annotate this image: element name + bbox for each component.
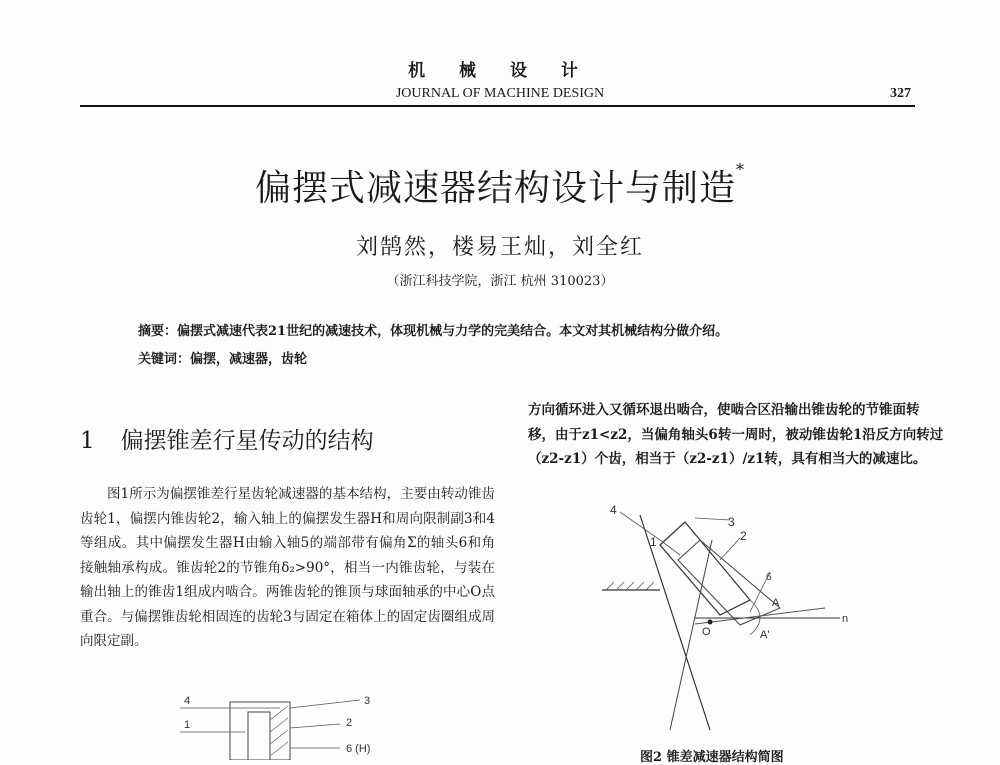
fig1-label-2: 2 [346,717,353,729]
author-list: 刘鹄然，楼易王灿，刘全红 [355,235,644,260]
journal-title-cn: 机 械 设 计 [408,61,592,81]
left-column [80,482,495,654]
fig1-leader-3 [290,700,360,708]
figure-2-caption: 图2 锥差减速器结构简图 [640,750,784,765]
fig1-gear-body [248,712,270,760]
section-paragraph: 图1所示为偏摆锥差行星齿轮减速器的基本结构，主要由转动锥齿齿轮1，偏摆内锥齿轮2，输入轴上的偏摆发生器H和周向限制副3和4等组成。其中偏摆发生器H由输入轴5的端部带有偏角Σ的轴头6和角接触轴承构成。锥齿轮2的节锥角δ₂>90°，相当一内锥齿轮，与装在输出轴上的锥齿1组成内啮合。两锥齿轮的锥顶与球面轴承的中心O点重合。与偏摆锥齿轮相固连的齿轮3与固定在箱体上的固定齿圈组成周向限定副。 [80,486,495,649]
fig1-label-1: 1 [184,719,191,731]
section-number: 1 [80,428,95,454]
right-column [528,398,946,472]
figure-1-diagram [170,690,400,760]
center-point-o [708,620,713,625]
fig1-hatch [270,706,288,756]
fig1-label-4: 4 [184,695,191,707]
figure-2-diagram [600,500,860,735]
right-paragraph: 方向循环进入又循环退出啮合，使啮合区沿输出锥齿轮的节锥面转移，由于z1<z2，当偏角轴头6转一周时，被动锥齿轮1沿反方向转过（z2-z1）个齿，相当于（z2-z1）/z1转，具有相当大的减速比。 [528,402,944,467]
fig1-label-6h: 6 (H) [346,743,371,755]
label-a: A [772,597,780,609]
affiliation: （浙江科技学院，浙江 杭州 310023） [386,274,614,289]
header-rule [80,105,915,107]
label-6: 6 [766,572,772,583]
fig1-label-3: 3 [364,695,371,707]
fig1-housing [230,702,290,760]
label-o: O [702,626,711,638]
journal-title-en: JOURNAL OF MACHINE DESIGN [395,86,605,101]
label-a-prime: A' [760,629,770,641]
label-4: 4 [610,503,617,517]
title-footnote-mark: * [736,160,745,179]
article-title [0,160,1000,211]
leader-1 [660,540,680,555]
leader-3 [695,518,730,520]
abstract: 摘要：偏摆式减速代表21世纪的减速技术，体现机械与力学的完美结合。本文对其机械结构分做介绍。 [138,324,729,339]
label-2: 2 [740,529,747,543]
leader-2 [720,538,740,560]
wall-hatch [606,582,654,590]
bevel-gear-1 [660,522,750,615]
fig1-leader-2 [290,724,340,728]
section-heading [80,422,374,455]
label-1: 1 [650,535,657,549]
label-3: 3 [728,515,735,529]
page-number: 327 [890,86,911,101]
article-title-text: 偏摆式减速器结构设计与制造 [254,168,736,209]
section-title: 偏摆锥差行星传动的结构 [120,428,374,454]
keywords: 关键词：偏摆，减速器，齿轮 [138,352,308,367]
label-n: n [842,613,849,625]
